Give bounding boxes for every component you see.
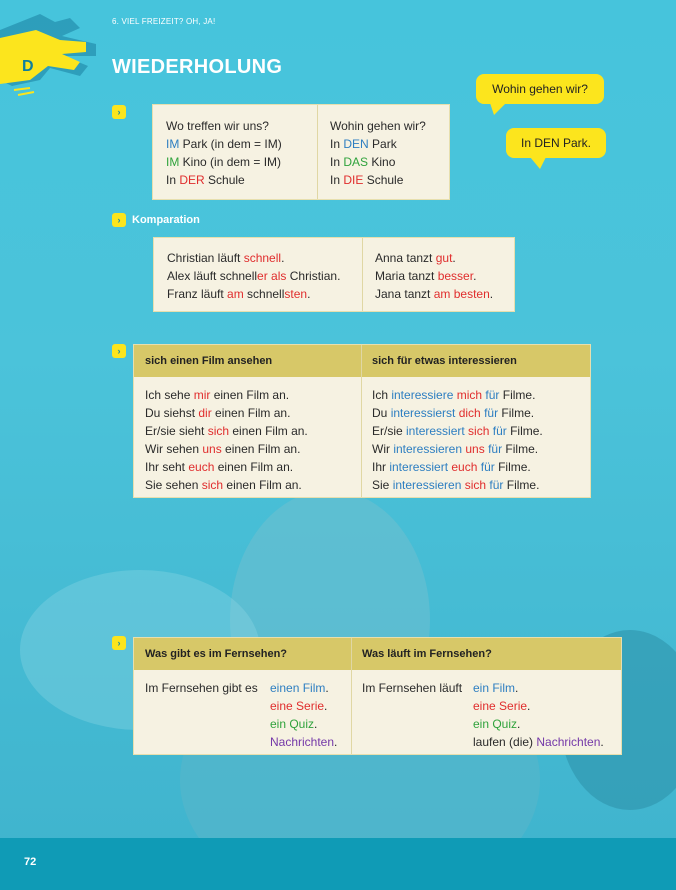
text-segment: Nachrichten xyxy=(270,735,335,749)
text-line xyxy=(330,153,426,171)
text-segment: dich xyxy=(458,406,481,420)
text-segment: Maria tanzt xyxy=(375,269,438,283)
text-segment: Anna tanzt xyxy=(375,251,436,265)
text-segment: Filme. xyxy=(506,424,543,438)
divider xyxy=(317,105,318,199)
text-line xyxy=(166,153,282,171)
column-laeuft-items xyxy=(473,679,604,754)
text-segment: . xyxy=(517,717,521,731)
intro-text: Im Fernsehen läuft xyxy=(362,681,463,695)
text-segment: euch xyxy=(451,460,478,474)
text-segment: für xyxy=(492,424,507,438)
column-laeuft xyxy=(362,679,462,754)
column-gibt-es xyxy=(145,679,258,754)
text-segment: DEN xyxy=(343,137,369,151)
page-footer xyxy=(0,838,676,890)
text-segment: Wohin gehen wir? xyxy=(330,119,426,133)
text-segment: . xyxy=(334,735,338,749)
bubble-text: In DEN Park. xyxy=(520,136,592,150)
text-segment: schnell xyxy=(243,251,282,265)
text-segment: Filme. xyxy=(498,406,535,420)
text-segment: . xyxy=(314,717,318,731)
speech-bubble-answer xyxy=(506,128,606,158)
text-segment: mir xyxy=(193,388,211,402)
text-line xyxy=(372,386,543,404)
text-segment: für xyxy=(488,442,503,456)
text-segment: . xyxy=(281,251,285,265)
text-line xyxy=(372,476,543,494)
text-segment: eine Serie xyxy=(473,699,528,713)
text-line xyxy=(372,422,543,440)
table-prepositions xyxy=(152,104,450,200)
text-line xyxy=(473,679,604,697)
text-segment: . xyxy=(600,735,604,749)
bubble-text: Wohin gehen wir? xyxy=(492,82,588,96)
text-segment: Wo treffen wir uns? xyxy=(166,119,269,133)
bubble-tail-icon xyxy=(530,157,546,171)
text-segment: Filme. xyxy=(502,442,539,456)
text-line xyxy=(372,458,543,476)
text-line xyxy=(167,249,340,267)
text-segment: DIE xyxy=(343,173,364,187)
text-segment: am xyxy=(227,287,244,301)
text-line xyxy=(473,715,604,733)
text-line xyxy=(270,715,337,733)
text-segment: Kino xyxy=(368,155,396,169)
section-arrow-icon: › xyxy=(112,636,126,650)
text-segment: Nachrichten xyxy=(536,735,601,749)
text-segment: In xyxy=(166,173,180,187)
text-segment: ein Film xyxy=(473,681,516,695)
text-segment: einen Film an. xyxy=(221,442,301,456)
text-line xyxy=(166,117,282,135)
header-right: sich für etwas interessieren xyxy=(372,355,517,367)
column-gut xyxy=(375,249,493,311)
text-line xyxy=(145,476,308,494)
text-segment: dir xyxy=(198,406,212,420)
table-komparation xyxy=(153,237,515,312)
text-segment: für xyxy=(485,388,500,402)
text-line xyxy=(473,733,604,751)
header-right: Was läuft im Fernsehen? xyxy=(362,648,492,660)
text-line xyxy=(145,440,308,458)
speech-bubble-question xyxy=(476,74,604,104)
column-interessieren xyxy=(372,386,543,497)
column-wohin xyxy=(330,117,426,199)
text-segment: Park (in dem = IM) xyxy=(179,137,282,151)
section-label-komparation: Komparation xyxy=(132,214,200,226)
text-segment: . xyxy=(515,681,519,695)
text-segment: Alex läuft schnell xyxy=(167,269,258,283)
text-segment: Wir sehen xyxy=(145,442,203,456)
text-segment: IM xyxy=(166,155,180,169)
text-line xyxy=(145,458,308,476)
table-fernsehen xyxy=(133,637,622,755)
text-segment: In xyxy=(330,173,344,187)
text-segment: einen Film an. xyxy=(223,478,302,492)
text-segment: interessieren xyxy=(393,442,463,456)
page-title: WIEDERHOLUNG xyxy=(112,56,283,78)
text-segment: einen Film an. xyxy=(210,388,290,402)
column-ansehen xyxy=(145,386,308,497)
text-segment: ein Quiz xyxy=(473,717,518,731)
text-segment: uns xyxy=(465,442,485,456)
text-segment: Schule xyxy=(204,173,245,187)
hand-badge-icon xyxy=(0,0,100,100)
section-badge: D xyxy=(22,58,34,75)
text-segment: er als xyxy=(257,269,287,283)
text-segment: Filme. xyxy=(499,388,536,402)
table-header xyxy=(134,345,590,377)
text-segment: sich xyxy=(468,424,490,438)
text-segment: eine Serie xyxy=(270,699,325,713)
text-segment: Schule xyxy=(363,173,404,187)
text-segment: DER xyxy=(179,173,205,187)
text-segment: interessiert xyxy=(406,424,465,438)
text-segment: Ihr seht xyxy=(145,460,189,474)
text-line xyxy=(330,171,426,189)
text-segment: sich xyxy=(201,478,224,492)
text-line xyxy=(166,171,282,189)
text-segment: interessiere xyxy=(391,388,454,402)
text-segment: schnell xyxy=(243,287,285,301)
column-gibt-es-items xyxy=(270,679,337,754)
text-segment: Jana tanzt xyxy=(375,287,434,301)
text-segment: In xyxy=(330,155,344,169)
divider xyxy=(361,345,362,497)
table-header xyxy=(134,638,621,670)
header-left: sich einen Film ansehen xyxy=(145,355,273,367)
text-line xyxy=(270,733,337,751)
text-segment: Kino (in dem = IM) xyxy=(179,155,282,169)
bubble-tail-icon xyxy=(490,103,506,117)
text-segment: ein Quiz xyxy=(270,717,315,731)
text-segment: . xyxy=(489,287,494,301)
page-number: 72 xyxy=(24,856,37,868)
text-segment: gut xyxy=(435,251,453,265)
text-segment: laufen (die) xyxy=(473,735,537,749)
text-segment: Filme. xyxy=(503,478,540,492)
text-segment: Sie xyxy=(372,478,393,492)
column-schnell xyxy=(167,249,340,311)
text-line xyxy=(330,117,426,135)
text-segment: Sie sehen xyxy=(145,478,202,492)
text-line xyxy=(473,697,604,715)
text-segment: für xyxy=(484,406,499,420)
text-line xyxy=(166,135,282,153)
intro-text: Im Fernsehen gibt es xyxy=(145,681,258,695)
section-arrow-icon: › xyxy=(112,213,126,227)
text-segment: einen Film xyxy=(270,681,326,695)
text-segment: interessierst xyxy=(390,406,456,420)
text-segment: Ich sehe xyxy=(145,388,194,402)
chapter-heading: 6. VIEL FREIZEIT? OH, JA! xyxy=(112,17,216,26)
section-arrow-icon: › xyxy=(112,105,126,119)
text-line xyxy=(375,285,493,303)
text-segment: . xyxy=(527,699,531,713)
text-segment: Ihr xyxy=(372,460,390,474)
text-line xyxy=(145,386,308,404)
text-segment: interessiert xyxy=(389,460,449,474)
text-segment: IM xyxy=(166,137,180,151)
text-segment: . xyxy=(307,287,311,301)
text-segment: Er/sie xyxy=(372,424,407,438)
text-segment: am besten xyxy=(433,287,490,301)
text-segment: einen Film an. xyxy=(211,406,291,420)
divider xyxy=(351,638,352,754)
text-line xyxy=(145,404,308,422)
text-segment: Filme. xyxy=(494,460,531,474)
text-segment: interessieren xyxy=(392,478,462,492)
text-segment: . xyxy=(324,699,328,713)
divider xyxy=(362,238,363,311)
text-segment: besser xyxy=(437,269,474,283)
section-arrow-icon: › xyxy=(112,344,126,358)
text-line xyxy=(145,422,308,440)
text-segment: Wir xyxy=(372,442,394,456)
text-segment: mich xyxy=(456,388,483,402)
header-left: Was gibt es im Fernsehen? xyxy=(145,648,288,660)
text-segment: Du xyxy=(372,406,391,420)
text-line xyxy=(375,249,493,267)
text-segment: uns xyxy=(202,442,222,456)
text-segment: Du siehst xyxy=(145,406,199,420)
text-segment: Ich xyxy=(372,388,392,402)
table-reflexive-verbs xyxy=(133,344,591,498)
text-segment: In xyxy=(330,137,344,151)
text-line xyxy=(270,679,337,697)
text-segment: . xyxy=(325,681,329,695)
text-segment: sich xyxy=(207,424,230,438)
text-segment: sten xyxy=(284,287,308,301)
text-segment: Christian läuft xyxy=(167,251,244,265)
text-segment: einen Film an. xyxy=(229,424,308,438)
text-line xyxy=(375,267,493,285)
text-line xyxy=(167,267,340,285)
text-line xyxy=(372,440,543,458)
text-segment: für xyxy=(489,478,504,492)
text-segment: Franz läuft xyxy=(167,287,228,301)
text-segment: . xyxy=(452,251,456,265)
text-line xyxy=(167,285,340,303)
text-segment: Christian. xyxy=(286,269,341,283)
text-line xyxy=(372,404,543,422)
text-segment: für xyxy=(480,460,495,474)
text-segment: sich xyxy=(464,478,487,492)
text-segment: DAS xyxy=(343,155,369,169)
text-segment: Er/sie sieht xyxy=(145,424,208,438)
text-segment: . xyxy=(473,269,477,283)
column-wo xyxy=(166,117,282,199)
text-segment: Park xyxy=(368,137,397,151)
text-segment: einen Film an. xyxy=(214,460,294,474)
text-line xyxy=(270,697,337,715)
text-segment: euch xyxy=(188,460,215,474)
text-line xyxy=(330,135,426,153)
